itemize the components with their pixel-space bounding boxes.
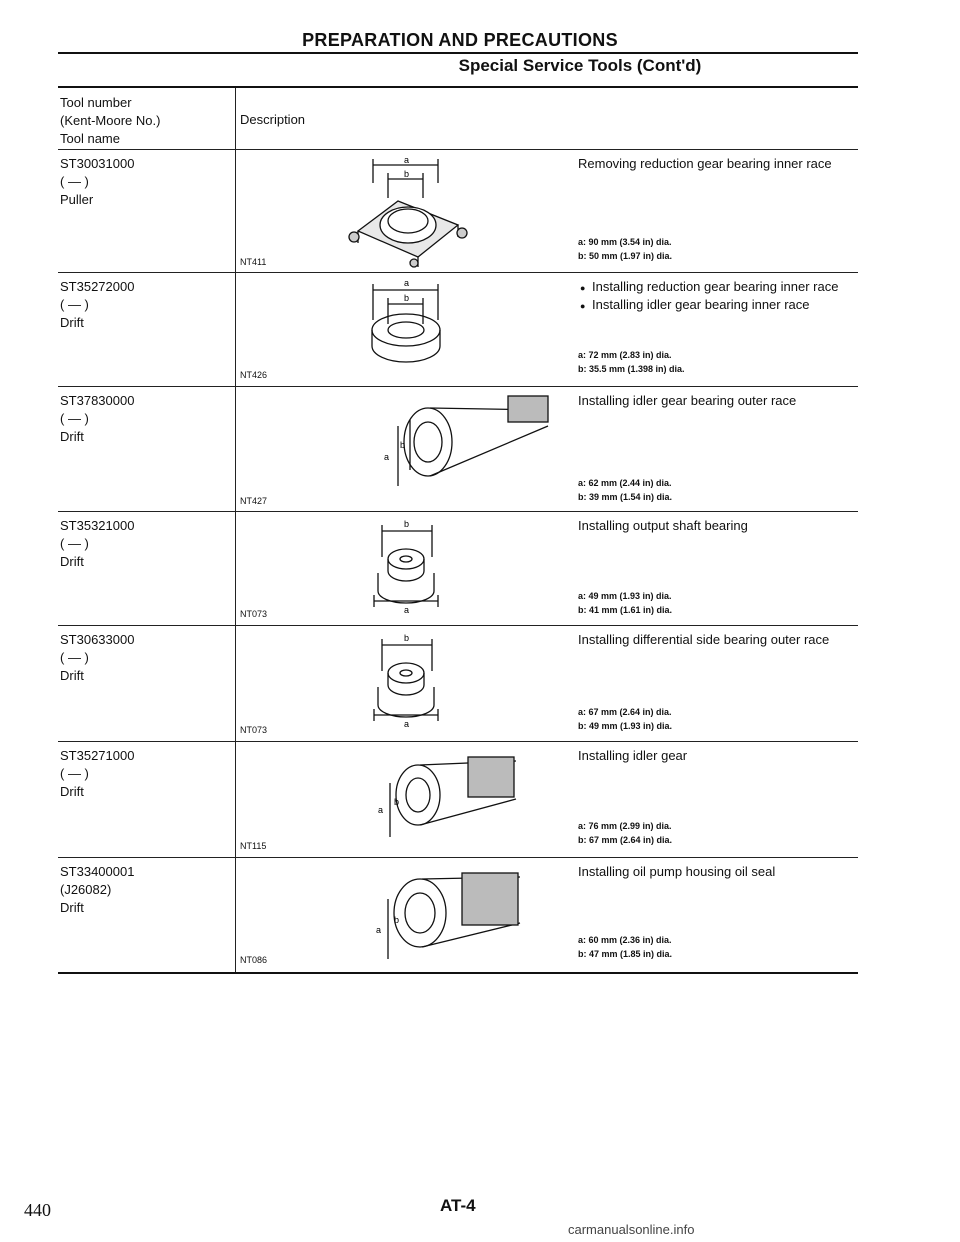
figure-code: NT073: [240, 725, 268, 735]
tool-id: [60, 517, 134, 571]
tool-description: [578, 392, 858, 410]
header-tool-number: Tool number: [60, 95, 132, 110]
drift-illustration: [338, 631, 478, 731]
svg-text:a: a: [384, 452, 390, 462]
tool-number: ST33400001: [60, 864, 135, 879]
description-bullet: ● Installing idler gear bearing inner race: [592, 296, 858, 314]
dimension-b: b: 49 mm (1.93 in) dia.: [578, 721, 673, 731]
svg-text:a: a: [404, 278, 410, 288]
tool-number: ST35271000: [60, 748, 135, 763]
tool-dimensions: [578, 933, 672, 961]
dimension-a: a: 67 mm (2.64 in) dia.: [578, 707, 672, 717]
svg-text:a: a: [404, 719, 410, 729]
svg-text:b: b: [394, 915, 400, 925]
table-row: [58, 857, 858, 972]
table-row: [58, 386, 858, 511]
svg-text:b: b: [404, 169, 410, 179]
drift-knurled-illustration: [338, 863, 538, 967]
dimension-b: b: 67 mm (2.64 in) dia.: [578, 835, 673, 845]
header-kent-moore: (Kent-Moore No.): [60, 113, 161, 128]
tool-description: [578, 863, 858, 881]
table-row: [58, 272, 858, 386]
dimension-b: b: 41 mm (1.61 in) dia.: [578, 605, 673, 615]
description-line: Installing output shaft bearing: [578, 518, 748, 533]
svg-text:a: a: [404, 605, 410, 615]
tool-id: [60, 392, 134, 446]
description-bullet: ● Installing reduction gear bearing inner race: [592, 278, 858, 296]
tool-name: Drift: [60, 784, 84, 799]
dimension-a: a: 62 mm (2.44 in) dia.: [578, 478, 672, 488]
svg-text:b: b: [404, 293, 410, 303]
drift-shaft-illustration: [338, 390, 568, 506]
kent-moore-number: ( — ): [60, 650, 89, 665]
tool-number: ST35272000: [60, 279, 135, 294]
description-line: Installing idler gear bearing outer race: [578, 393, 797, 408]
dimension-a: a: 60 mm (2.36 in) dia.: [578, 935, 672, 945]
tool-dimensions: [578, 819, 672, 847]
tool-description: [578, 517, 858, 535]
description-line: Installing differential side bearing outer race: [578, 632, 830, 647]
table-bottom-rule: [58, 972, 858, 974]
kent-moore-number: ( — ): [60, 297, 89, 312]
description-line: Installing oil pump housing oil seal: [578, 864, 776, 879]
figure-code: NT426: [240, 370, 268, 380]
tool-number: ST35321000: [60, 518, 135, 533]
header-rule: [58, 52, 858, 54]
figure-code: NT073: [240, 609, 268, 619]
dimension-b: b: 39 mm (1.54 in) dia.: [578, 492, 673, 502]
page-title: PREPARATION AND PRECAUTIONS: [302, 30, 618, 50]
tool-dimensions: [578, 348, 685, 376]
tool-name: Drift: [60, 900, 84, 915]
page-number: 440: [24, 1200, 51, 1220]
table-row: [58, 741, 858, 857]
dimension-b: b: 47 mm (1.85 in) dia.: [578, 949, 673, 959]
tool-id: [60, 747, 134, 801]
watermark: carmanualsonline.info: [568, 1222, 695, 1237]
dimension-a: a: 72 mm (2.83 in) dia.: [578, 350, 672, 360]
kent-moore-number: ( — ): [60, 174, 89, 189]
tool-dimensions: [578, 235, 672, 263]
header-tool-name: Tool name: [60, 131, 120, 146]
dimension-a: a: 90 mm (3.54 in) dia.: [578, 237, 672, 247]
table-row: [58, 149, 858, 272]
drift-illustration: [338, 276, 478, 380]
tool-number: ST30633000: [60, 632, 135, 647]
tool-dimensions: [578, 476, 672, 504]
dimension-a: a: 76 mm (2.99 in) dia.: [578, 821, 672, 831]
table-row: [58, 625, 858, 741]
tool-id: [60, 631, 134, 685]
tool-name: Drift: [60, 429, 84, 444]
tool-id: [60, 155, 134, 209]
tool-description: [578, 278, 858, 314]
section-subtitle: Special Service Tools (Cont'd): [458, 56, 702, 75]
kent-moore-number: ( — ): [60, 766, 89, 781]
tool-description: [578, 747, 858, 765]
tool-dimensions: [578, 705, 672, 733]
tool-name: Drift: [60, 554, 84, 569]
svg-text:b: b: [404, 519, 410, 529]
kent-moore-number: (J26082): [60, 882, 112, 897]
tool-id: [60, 863, 134, 917]
description-line: Installing idler gear: [578, 748, 688, 763]
svg-text:b: b: [400, 440, 406, 450]
column-header-tool: [60, 94, 160, 148]
svg-text:a: a: [404, 155, 410, 165]
figure-code: NT115: [240, 841, 267, 851]
drift-illustration: [338, 517, 478, 617]
tool-name: Drift: [60, 315, 84, 330]
tool-name: Drift: [60, 668, 84, 683]
svg-text:b: b: [394, 797, 400, 807]
table-row: [58, 511, 858, 625]
tool-number: ST30031000: [60, 156, 135, 171]
description-line: Removing reduction gear bearing inner race: [578, 156, 832, 171]
section-page-label: AT-4: [440, 1196, 476, 1215]
tool-id: [60, 278, 134, 332]
drift-knurled-illustration: [338, 747, 538, 851]
dimension-b: b: 35.5 mm (1.398 in) dia.: [578, 364, 685, 374]
tool-dimensions: [578, 589, 672, 617]
dimension-b: b: 50 mm (1.97 in) dia.: [578, 251, 673, 261]
svg-text:a: a: [378, 805, 384, 815]
dimension-a: a: 49 mm (1.93 in) dia.: [578, 591, 672, 601]
kent-moore-number: ( — ): [60, 411, 89, 426]
figure-code: NT411: [240, 257, 267, 267]
tool-name: Puller: [60, 192, 94, 207]
figure-code: NT086: [240, 955, 268, 965]
puller-illustration: [338, 153, 478, 269]
column-header-description: Description: [240, 112, 306, 127]
table-top-rule: [58, 86, 858, 88]
tool-description: [578, 631, 858, 649]
svg-text:b: b: [404, 633, 410, 643]
figure-code: NT427: [240, 496, 268, 506]
tool-number: ST37830000: [60, 393, 135, 408]
kent-moore-number: ( — ): [60, 536, 89, 551]
tool-description: [578, 155, 858, 173]
svg-text:a: a: [376, 925, 382, 935]
